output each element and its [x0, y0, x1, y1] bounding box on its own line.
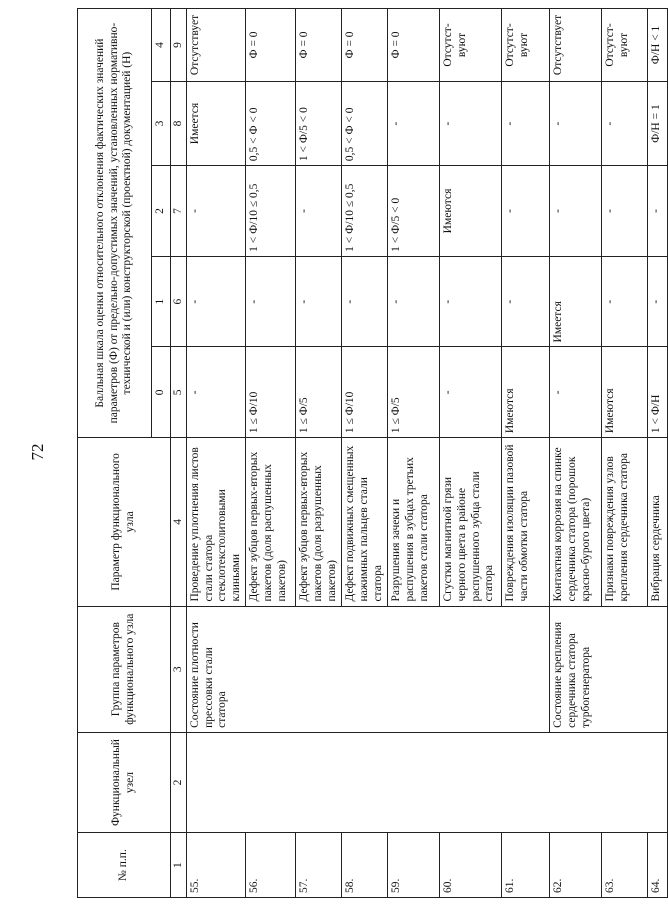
param-cell: Дефект подвижных смещенных нажимных пальцев стали статора — [342, 438, 388, 606]
score-1-cell: - — [246, 256, 296, 347]
score-4-cell: Ф = 0 — [246, 9, 296, 82]
score-3-cell: Ф/Н = 1 — [648, 81, 668, 165]
row-number: 56. — [246, 833, 296, 898]
param-cell: Дефект зубцов первых-вторых пакетов (доля разрушенных пакетов) — [296, 438, 342, 606]
score-3-cell: Имеется — [187, 81, 246, 165]
colnum-7: 7 — [170, 166, 187, 257]
row-number: 64. — [648, 833, 668, 898]
score-1-cell: - — [648, 256, 668, 347]
colnum-2: 2 — [170, 732, 187, 832]
score-2-cell: - — [296, 166, 342, 257]
group-cell-pressing: Состояние плотности прессовки стали статора — [187, 606, 550, 732]
score-3-cell: 0,5 < Ф < 0 — [246, 81, 296, 165]
score-0-cell: 1 ≤ Ф/10 — [342, 347, 388, 438]
row-number: 55. — [187, 833, 246, 898]
colnum-4: 4 — [170, 438, 187, 606]
score-4-cell: Отсутствует — [550, 9, 602, 82]
score-3-cell: - — [502, 81, 550, 165]
row-number: 63. — [602, 833, 648, 898]
score-4-cell: Ф = 0 — [388, 9, 440, 82]
header-score-3: 3 — [152, 81, 171, 165]
score-3-cell: - — [440, 81, 502, 165]
score-1-cell: - — [187, 256, 246, 347]
param-cell: Признаки повреждения узлов крепления сердечника статора — [602, 438, 648, 606]
param-cell: Дефект зубцов первых-вторых пакетов (доля распушенных пакетов) — [246, 438, 296, 606]
param-cell: Повреждения изоляции пазовой части обмотки статора — [502, 438, 550, 606]
group-cell-mounting: Состояние крепления сердечника статора турбогенератора — [550, 606, 668, 732]
row-number: 61. — [502, 833, 550, 898]
score-2-cell: - — [187, 166, 246, 257]
score-0-cell: 1 ≤ Ф/5 — [388, 347, 440, 438]
score-4-cell: Ф/Н < 1 — [648, 9, 668, 82]
score-2-cell: - — [550, 166, 602, 257]
score-2-cell: 1 < Ф/5 < 0 — [388, 166, 440, 257]
score-1-cell: - — [296, 256, 342, 347]
score-2-cell: - — [502, 166, 550, 257]
score-0-cell: - — [440, 347, 502, 438]
score-4-cell: Отсутст-вуют — [440, 9, 502, 82]
header-num: № п.п. — [78, 833, 171, 898]
score-1-cell: - — [602, 256, 648, 347]
colnum-8: 8 — [170, 81, 187, 165]
score-2-cell: 1 < Ф/10 ≤ 0,5 — [342, 166, 388, 257]
score-3-cell: 1 < Ф/5 < 0 — [296, 81, 342, 165]
score-3-cell: - — [602, 81, 648, 165]
score-0-cell: Имеются — [602, 347, 648, 438]
colnum-9: 9 — [170, 9, 187, 82]
header-score-2: 2 — [152, 166, 171, 257]
score-0-cell: - — [187, 347, 246, 438]
row-number: 59. — [388, 833, 440, 898]
score-0-cell: Имеются — [502, 347, 550, 438]
score-3-cell: - — [388, 81, 440, 165]
page-number: 72 — [28, 443, 47, 461]
score-4-cell: Отсутствует — [187, 9, 246, 82]
colnum-5: 5 — [170, 347, 187, 438]
score-2-cell: - — [602, 166, 648, 257]
header-scale-title: Балльная шкала оценки относительного отклонения фактических значений параметров (Ф) от предельно-допустимых значений, установленных нормативно-технической и (или) конструкторской (проектной) документацией (Н) — [78, 9, 152, 438]
score-0-cell: 1 ≤ Ф/5 — [296, 347, 342, 438]
header-score-0: 0 — [152, 347, 171, 438]
row-number: 62. — [550, 833, 602, 898]
colnum-1: 1 — [170, 833, 187, 898]
score-1-cell: - — [502, 256, 550, 347]
table-row — [187, 9, 246, 898]
score-3-cell: 0,5 < Ф < 0 — [342, 81, 388, 165]
param-cell: Проведение уплотнения листов стали статора стеклотекстолитовыми клиньями — [187, 438, 246, 606]
score-1-cell: - — [440, 256, 502, 347]
score-4-cell: Ф = 0 — [296, 9, 342, 82]
score-0-cell: - — [550, 347, 602, 438]
score-0-cell: 1 ≤ Ф/10 — [246, 347, 296, 438]
score-4-cell: Отсутст-вуют — [602, 9, 648, 82]
param-cell: Сгустки магнитной грязи черного цвета в районе распушенного зубца стали статора — [440, 438, 502, 606]
score-2-cell: - — [648, 166, 668, 257]
param-cell: Разрушения зачеки и распушения в зубцах третьих пакетов стали статора — [388, 438, 440, 606]
row-number: 60. — [440, 833, 502, 898]
param-cell: Вибрация сердечника — [648, 438, 668, 606]
score-2-cell: 1 < Ф/10 ≤ 0,5 — [246, 166, 296, 257]
header-group: Группа параметров функционального узла — [78, 606, 171, 732]
header-param: Параметр функционального узла — [78, 438, 171, 606]
header-score-4: 4 — [152, 9, 171, 82]
header-score-1: 1 — [152, 256, 171, 347]
colnum-6: 6 — [170, 256, 187, 347]
functional-unit-cell — [187, 732, 668, 832]
score-4-cell: Ф = 0 — [342, 9, 388, 82]
score-1-cell: - — [342, 256, 388, 347]
colnum-3: 3 — [170, 606, 187, 732]
score-4-cell: Отсутст-вуют — [502, 9, 550, 82]
rotated-table-sheet — [77, 8, 663, 898]
score-3-cell: - — [550, 81, 602, 165]
score-1-cell: - — [388, 256, 440, 347]
header-unit: Функциональный узел — [78, 732, 171, 832]
param-cell: Контактная коррозия на спинке сердечника статора (порошок красно-бурого цвета) — [550, 438, 602, 606]
score-0-cell: 1 < Ф/Н — [648, 347, 668, 438]
score-2-cell: Имеются — [440, 166, 502, 257]
parameter-score-table — [77, 8, 668, 898]
row-number: 57. — [296, 833, 342, 898]
row-number: 58. — [342, 833, 388, 898]
score-1-cell: Имеется — [550, 256, 602, 347]
